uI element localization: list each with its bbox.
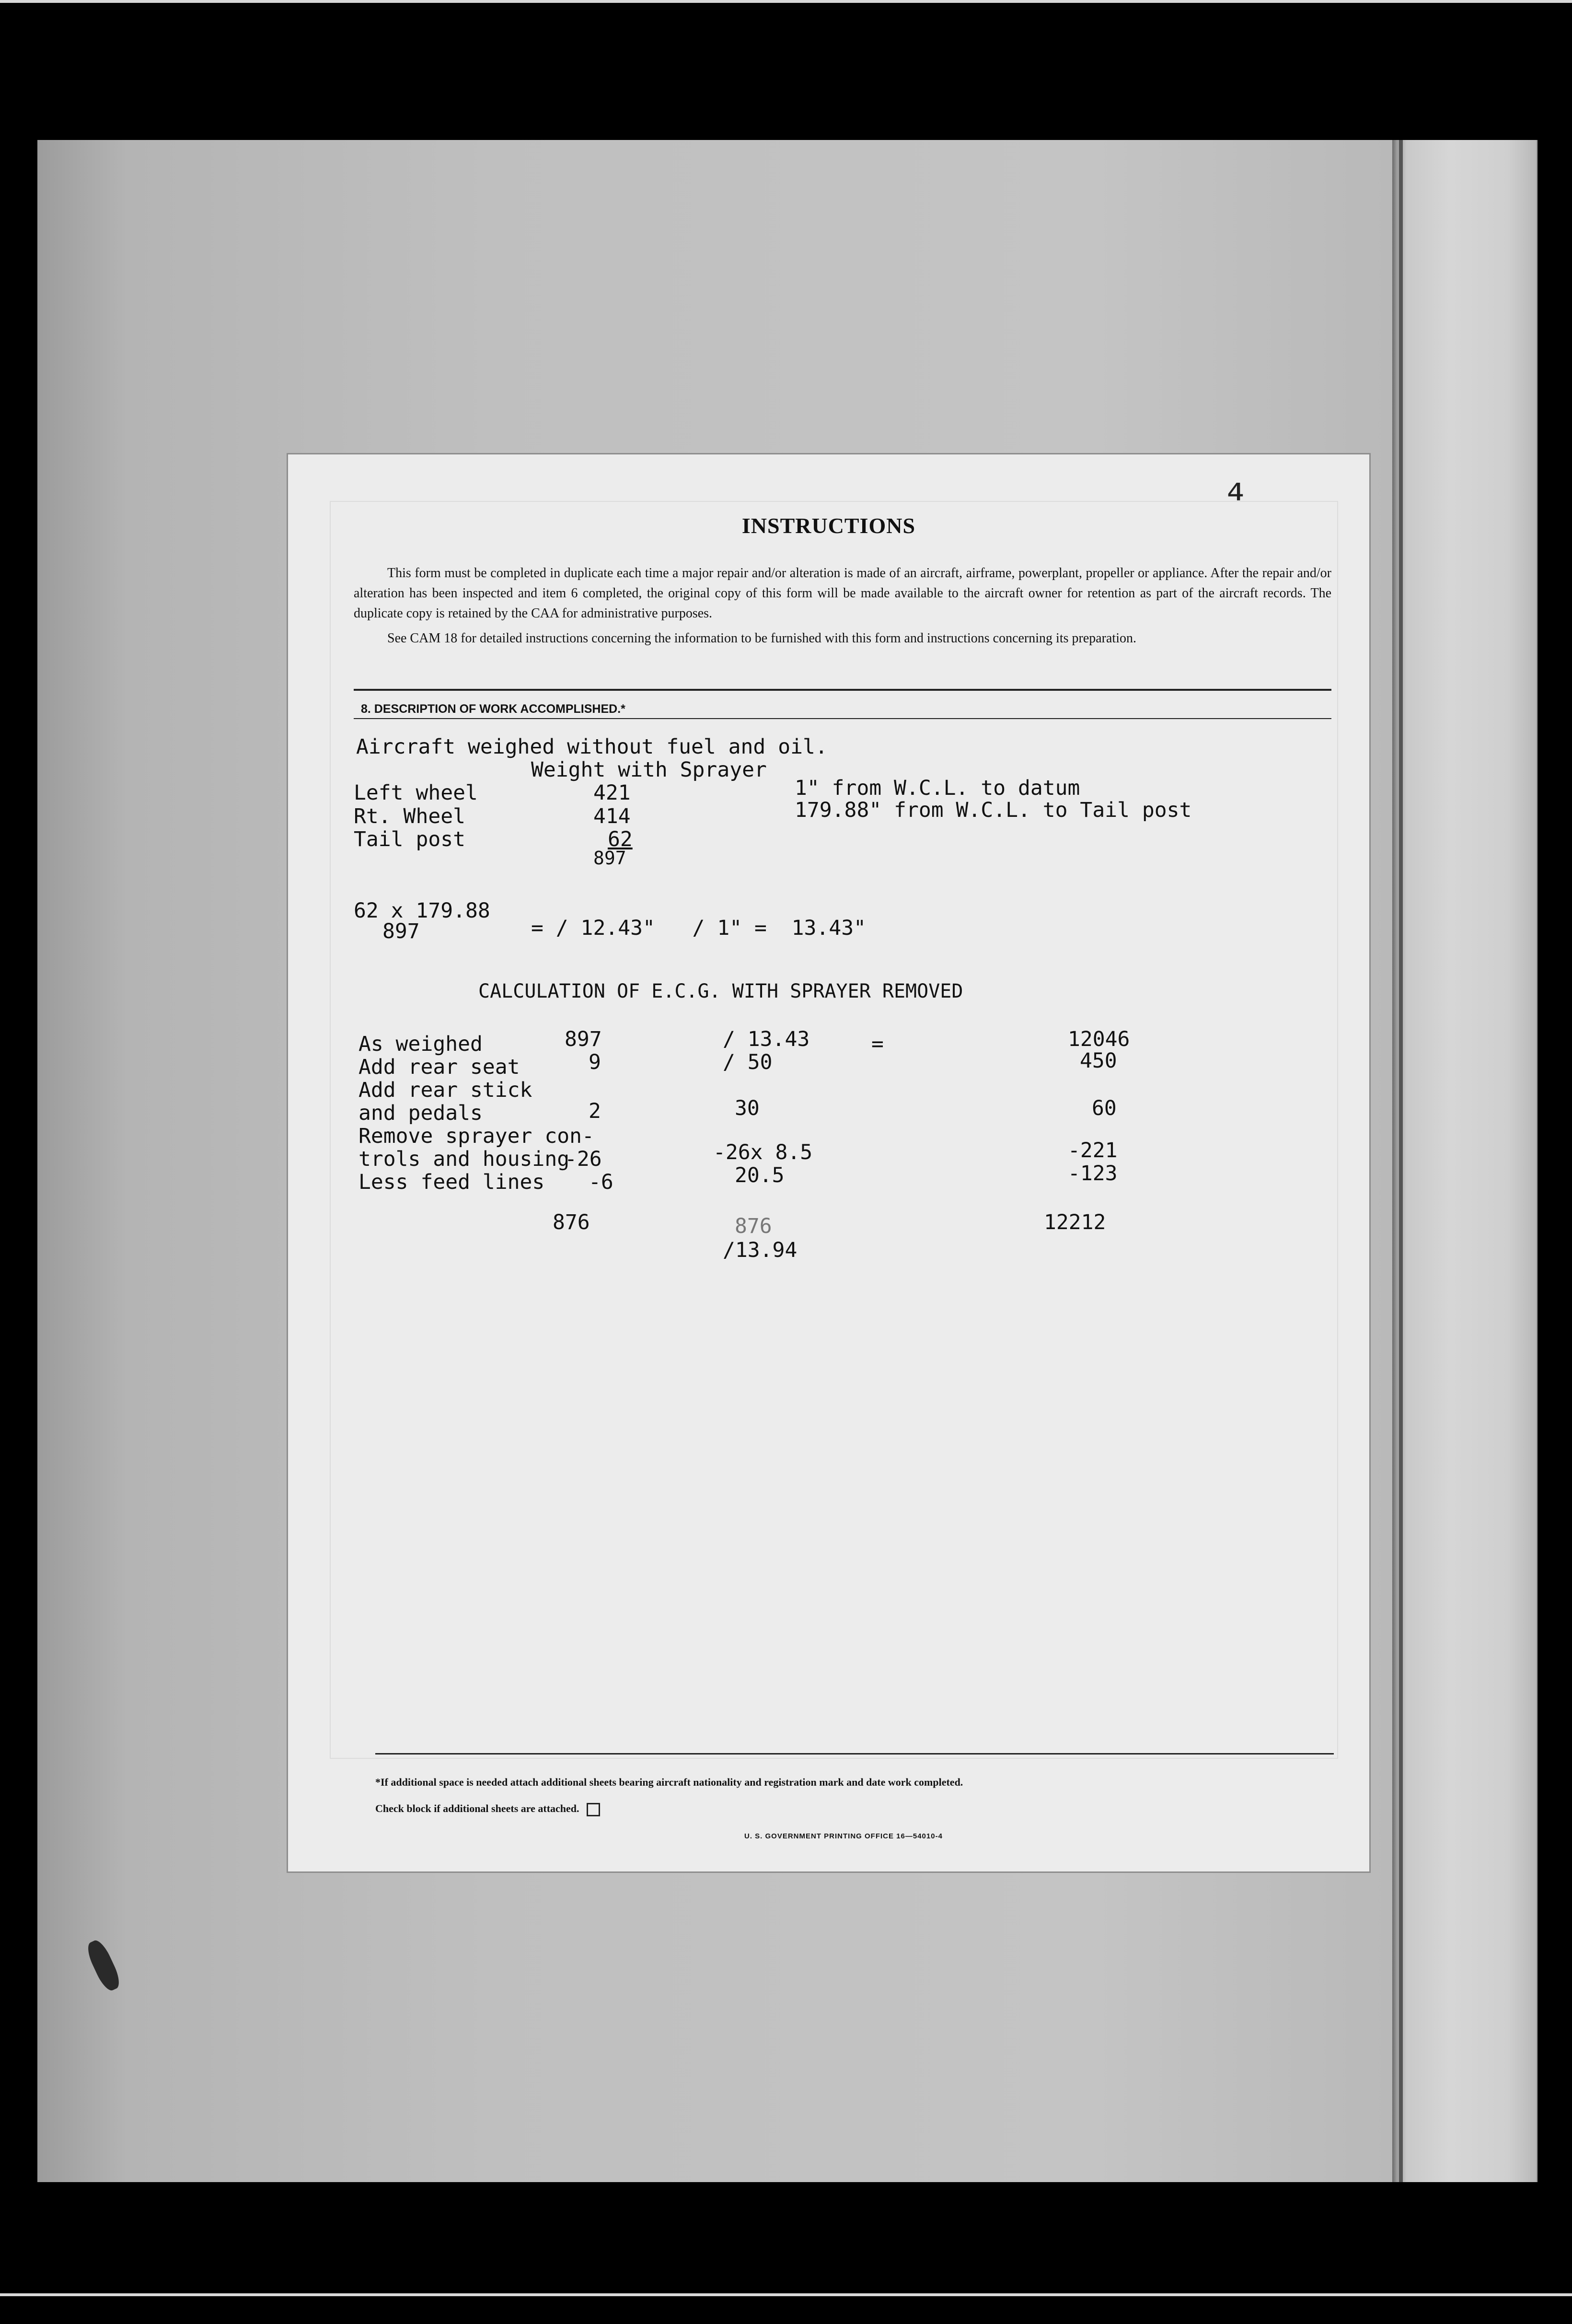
row-label: Less feed lines [358, 1170, 545, 1194]
row-label: As weighed [358, 1032, 483, 1056]
total-weight: 876 [553, 1210, 590, 1234]
row-label: and pedals [358, 1101, 483, 1125]
rt-wheel-value: 414 [593, 804, 631, 828]
section-rule-lower [354, 718, 1331, 719]
footer-rule [375, 1753, 1334, 1755]
row-equals: = [871, 1032, 884, 1056]
row-moment: 60 [1092, 1096, 1117, 1120]
left-wheel-value: 421 [593, 781, 631, 805]
datum-note: 1" from W.C.L. to datum [795, 776, 1080, 800]
row-weight: -6 [589, 1170, 613, 1194]
row-arm: -26x 8.5 [713, 1140, 813, 1164]
strip-edge [1399, 140, 1403, 2182]
check-block-label: Check block if additional sheets are attached. [375, 1802, 579, 1814]
row-weight: 9 [589, 1050, 601, 1074]
section-rule [354, 689, 1331, 691]
row-label: Add rear stick [358, 1078, 532, 1102]
tail-post-label: Tail post [354, 827, 465, 851]
instructions-paragraph-2: See CAM 18 for detailed instructions concerning the information to be furnished with this form and instructions concerning its preparation. [387, 631, 1136, 646]
row-arm: 20.5 [735, 1163, 785, 1187]
row-moment: 450 [1080, 1049, 1117, 1073]
tail-note: 179.88" from W.C.L. to Tail post [795, 798, 1192, 822]
row-arm: ∕ 50 [723, 1050, 773, 1074]
typed-line-2: Weight with Sprayer [531, 758, 767, 782]
row-label: Add rear seat [358, 1055, 520, 1079]
row-label: trols and housing [358, 1147, 570, 1171]
row-weight: 2 [589, 1099, 601, 1123]
additional-sheets-checkbox[interactable] [587, 1803, 600, 1816]
row-arm: ∕ 13.43 [723, 1027, 810, 1051]
row-label: Remove sprayer con- [358, 1124, 594, 1148]
instructions-paragraph-1: This form must be completed in duplicate each time a major repair and/or alteration is made of an aircraft, airframe, powerplant, propeller or appliance. After the repair and/or alteration has been inspected and item 6 completed, the original copy of this form will be made available to the aircraft owner for retention as part of the aircraft records. The duplicate copy is retained by the CAA for administrative purposes. [354, 566, 1331, 621]
footnote: *If additional space is needed attach additional sheets bearing aircraft nationality and registration mark and date work completed. [375, 1776, 963, 1788]
calc-numerator: 62 x 179.88 [354, 899, 490, 923]
typed-line-1: Aircraft weighed without fuel and oil. [356, 735, 828, 759]
printer-line: U. S. GOVERNMENT PRINTING OFFICE 16—54010-4 [744, 1832, 943, 1840]
check-block-line [375, 1802, 600, 1816]
row-arm: 30 [735, 1096, 760, 1120]
row-weight: 897 [565, 1027, 602, 1051]
division-top: 876 [735, 1214, 772, 1238]
instructions-text [354, 563, 1331, 649]
calc-denominator: 897 [382, 919, 420, 943]
film-edge-bottom [0, 2293, 1572, 2296]
calculation-heading: CALCULATION OF E.C.G. WITH SPRAYER REMOVED [478, 980, 963, 1002]
film-edge-top [0, 0, 1572, 3]
calc-result: = ∕ 12.43" ∕ 1" = 13.43" [531, 916, 866, 940]
rt-wheel-label: Rt. Wheel [354, 804, 465, 828]
row-weight: -26 [565, 1147, 602, 1171]
form-sheet [287, 453, 1371, 1873]
left-wheel-label: Left wheel [354, 781, 478, 805]
form-title: INSTRUCTIONS [741, 513, 916, 538]
weight-total: 897 [593, 848, 626, 869]
row-moment: -123 [1068, 1162, 1118, 1185]
corner-mark: ⁴ [1227, 475, 1245, 525]
total-moment: 12212 [1044, 1210, 1106, 1234]
row-moment: 12046 [1068, 1027, 1130, 1051]
scan-right-strip [1392, 140, 1536, 2182]
tail-post-value: 62 [608, 827, 633, 851]
section-heading: 8. DESCRIPTION OF WORK ACCOMPLISHED.* [361, 702, 625, 716]
row-moment: -221 [1068, 1139, 1118, 1162]
division-result: ∕13.94 [723, 1238, 798, 1262]
